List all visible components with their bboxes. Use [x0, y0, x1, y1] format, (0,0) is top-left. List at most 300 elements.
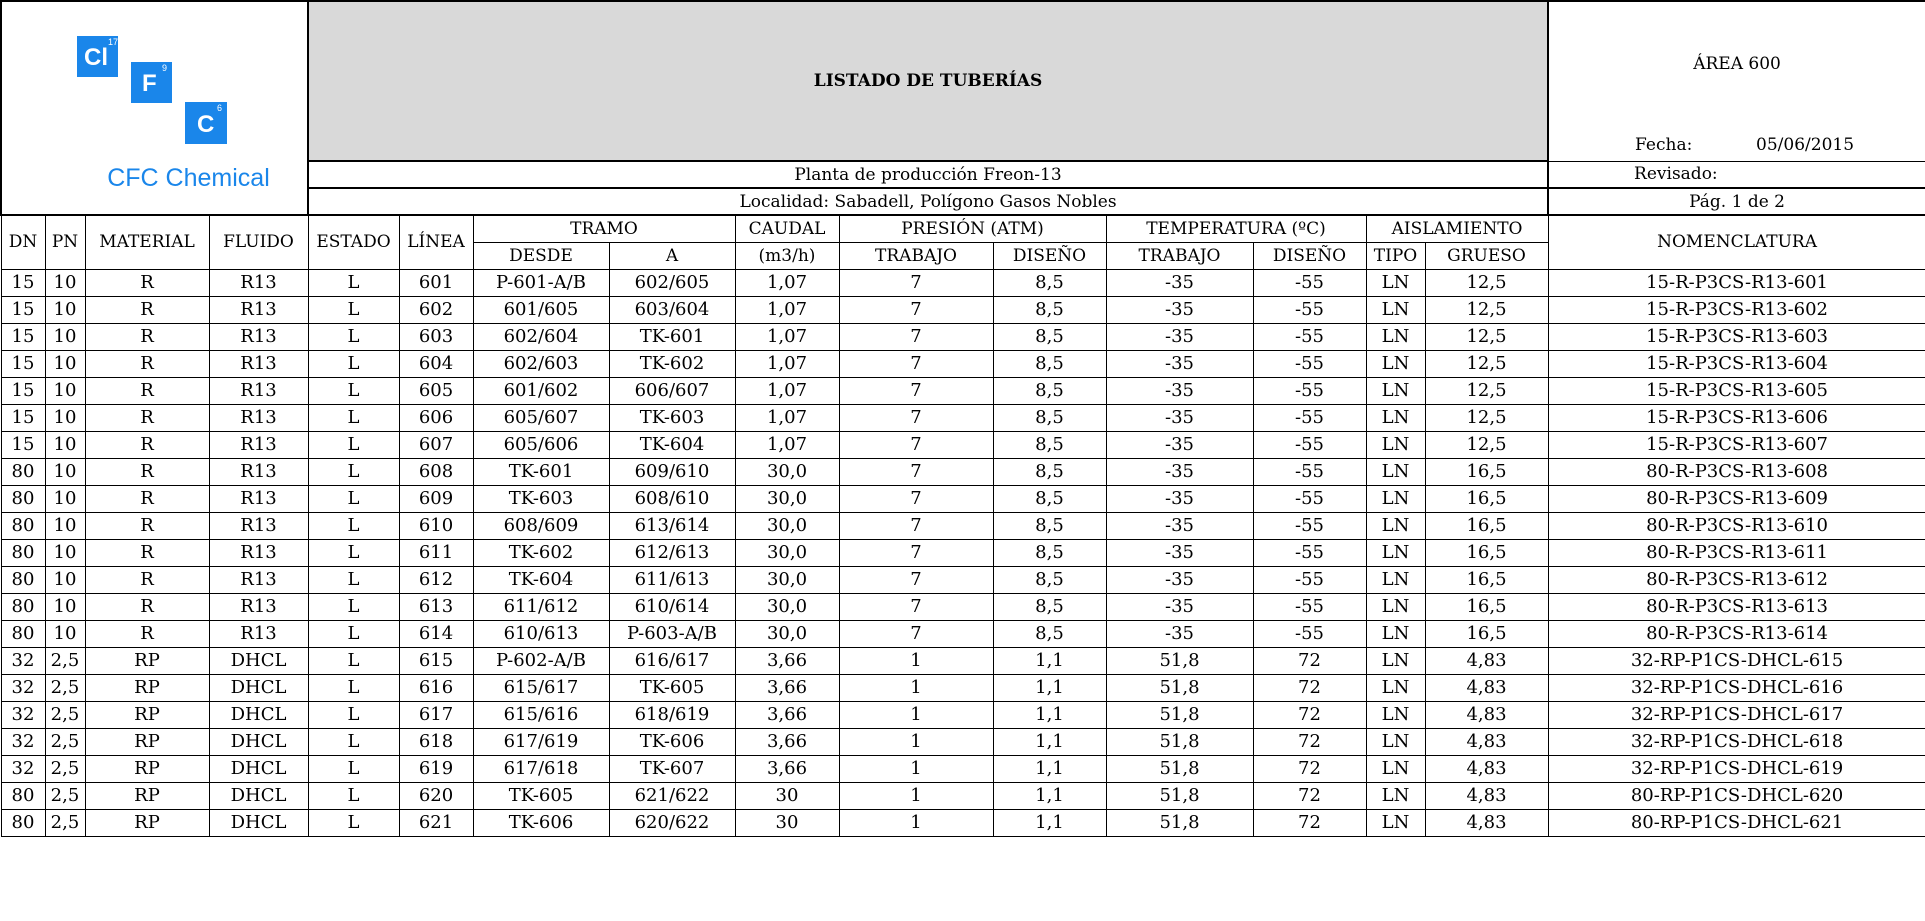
cell-estado: L: [308, 674, 399, 701]
cell-desde: 617/618: [473, 755, 609, 782]
date-value: 05/06/2015: [1756, 135, 1855, 155]
table-row: [1, 350, 1925, 377]
cell-estado: L: [308, 620, 399, 647]
cell-estado: L: [308, 431, 399, 458]
cell-dn: 15: [1, 431, 45, 458]
cell-estado: L: [308, 269, 399, 296]
cell-dn: 32: [1, 728, 45, 755]
cell-a: 620/622: [609, 809, 735, 836]
cell-tipo: LN: [1366, 296, 1425, 323]
cell-material: RP: [85, 674, 209, 701]
cell-material: R: [85, 269, 209, 296]
table-row: [1, 782, 1925, 809]
cell-linea: 610: [399, 512, 473, 539]
cell-nomenclatura: 80-R-P3CS-R13-611: [1548, 539, 1925, 566]
cell-temp-diseno: 72: [1253, 755, 1366, 782]
cell-linea: 618: [399, 728, 473, 755]
cell-temp-diseno: -55: [1253, 458, 1366, 485]
cell-temp-diseno: -55: [1253, 377, 1366, 404]
table-row: [1, 701, 1925, 728]
table-row: [1, 512, 1925, 539]
cell-tipo: LN: [1366, 782, 1425, 809]
cell-pres-trabajo: 7: [839, 458, 993, 485]
cell-linea: 607: [399, 431, 473, 458]
col-grueso: GRUESO: [1425, 242, 1548, 269]
cell-dn: 32: [1, 647, 45, 674]
cell-temp-diseno: -55: [1253, 431, 1366, 458]
cell-pn: 10: [45, 566, 85, 593]
cell-grueso: 4,83: [1425, 647, 1548, 674]
cell-temp-trabajo: -35: [1106, 404, 1253, 431]
cell-pres-diseno: 8,5: [993, 269, 1106, 296]
cell-caudal: 30,0: [735, 485, 839, 512]
cell-pn: 10: [45, 350, 85, 377]
cell-estado: L: [308, 296, 399, 323]
cell-desde: 617/619: [473, 728, 609, 755]
cell-tipo: LN: [1366, 620, 1425, 647]
cell-nomenclatura: 80-R-P3CS-R13-613: [1548, 593, 1925, 620]
cell-pres-trabajo: 7: [839, 377, 993, 404]
cell-dn: 80: [1, 539, 45, 566]
cell-nomenclatura: 80-R-P3CS-R13-614: [1548, 620, 1925, 647]
table-row: [1, 755, 1925, 782]
cell-pn: 10: [45, 296, 85, 323]
cell-desde: TK-603: [473, 485, 609, 512]
cell-material: R: [85, 404, 209, 431]
cell-temp-trabajo: -35: [1106, 485, 1253, 512]
cell-pres-diseno: 1,1: [993, 701, 1106, 728]
cell-caudal: 30,0: [735, 458, 839, 485]
cell-a: 612/613: [609, 539, 735, 566]
cell-fluido: R13: [209, 431, 308, 458]
cell-fluido: R13: [209, 485, 308, 512]
cell-temp-diseno: 72: [1253, 701, 1366, 728]
cell-material: RP: [85, 647, 209, 674]
cell-pres-trabajo: 7: [839, 323, 993, 350]
cell-grueso: 12,5: [1425, 431, 1548, 458]
cell-fluido: DHCL: [209, 755, 308, 782]
cell-caudal: 30,0: [735, 593, 839, 620]
cell-pres-trabajo: 7: [839, 404, 993, 431]
cell-caudal: 1,07: [735, 269, 839, 296]
cell-pres-diseno: 8,5: [993, 296, 1106, 323]
cell-temp-trabajo: 51,8: [1106, 782, 1253, 809]
logo-tile-cl: [77, 36, 118, 77]
cell-temp-trabajo: -35: [1106, 296, 1253, 323]
cell-tipo: LN: [1366, 701, 1425, 728]
cell-pres-trabajo: 7: [839, 431, 993, 458]
cell-nomenclatura: 15-R-P3CS-R13-604: [1548, 350, 1925, 377]
cell-fluido: DHCL: [209, 809, 308, 836]
cell-temp-diseno: -55: [1253, 485, 1366, 512]
cell-pres-diseno: 8,5: [993, 539, 1106, 566]
cell-pn: 10: [45, 512, 85, 539]
cell-tipo: LN: [1366, 674, 1425, 701]
cell-fluido: R13: [209, 512, 308, 539]
cell-pn: 10: [45, 431, 85, 458]
cell-estado: L: [308, 701, 399, 728]
cell-tipo: LN: [1366, 809, 1425, 836]
cell-linea: 620: [399, 782, 473, 809]
col-caudal: CAUDAL: [735, 215, 839, 242]
cell-fluido: DHCL: [209, 647, 308, 674]
cell-nomenclatura: 80-R-P3CS-R13-608: [1548, 458, 1925, 485]
cell-pres-diseno: 1,1: [993, 782, 1106, 809]
col-temp-diseno: DISEÑO: [1253, 242, 1366, 269]
cell-desde: 611/612: [473, 593, 609, 620]
cell-pres-trabajo: 7: [839, 566, 993, 593]
cell-dn: 15: [1, 296, 45, 323]
col-temp-trabajo: TRABAJO: [1106, 242, 1253, 269]
cell-temp-trabajo: -35: [1106, 323, 1253, 350]
cell-grueso: 12,5: [1425, 323, 1548, 350]
cell-grueso: 12,5: [1425, 296, 1548, 323]
cell-pres-diseno: 8,5: [993, 512, 1106, 539]
cell-linea: 605: [399, 377, 473, 404]
cell-fluido: R13: [209, 539, 308, 566]
col-linea: LÍNEA: [399, 215, 473, 269]
cell-pn: 10: [45, 593, 85, 620]
table-row: [1, 809, 1925, 836]
cell-pn: 10: [45, 323, 85, 350]
cell-desde: P-602-A/B: [473, 647, 609, 674]
cell-caudal: 30,0: [735, 512, 839, 539]
col-presion: PRESIÓN (ATM): [839, 215, 1106, 242]
cell-grueso: 16,5: [1425, 566, 1548, 593]
table-row: [1, 620, 1925, 647]
cell-temp-trabajo: -35: [1106, 620, 1253, 647]
cell-pres-trabajo: 7: [839, 593, 993, 620]
cell-temp-trabajo: -35: [1106, 269, 1253, 296]
cell-dn: 80: [1, 512, 45, 539]
cell-pres-trabajo: 1: [839, 728, 993, 755]
col-estado: ESTADO: [308, 215, 399, 269]
cell-pres-trabajo: 7: [839, 485, 993, 512]
cell-pn: 10: [45, 458, 85, 485]
cell-material: RP: [85, 755, 209, 782]
col-dn: DN: [1, 215, 45, 269]
cell-tipo: LN: [1366, 755, 1425, 782]
cell-a: TK-601: [609, 323, 735, 350]
cell-desde: 610/613: [473, 620, 609, 647]
cell-tipo: LN: [1366, 512, 1425, 539]
col-pn: PN: [45, 215, 85, 269]
cell-estado: L: [308, 512, 399, 539]
cell-caudal: 3,66: [735, 728, 839, 755]
cell-desde: TK-601: [473, 458, 609, 485]
cell-linea: 604: [399, 350, 473, 377]
table-row: [1, 485, 1925, 512]
cell-temp-diseno: -55: [1253, 323, 1366, 350]
table-row: [1, 269, 1925, 296]
cell-material: R: [85, 458, 209, 485]
cell-linea: 608: [399, 458, 473, 485]
cell-linea: 602: [399, 296, 473, 323]
cell-temp-trabajo: 51,8: [1106, 647, 1253, 674]
cell-fluido: R13: [209, 323, 308, 350]
cell-linea: 619: [399, 755, 473, 782]
cell-pres-diseno: 8,5: [993, 593, 1106, 620]
cell-grueso: 16,5: [1425, 620, 1548, 647]
cell-tipo: LN: [1366, 728, 1425, 755]
cell-tipo: LN: [1366, 323, 1425, 350]
cell-grueso: 4,83: [1425, 701, 1548, 728]
cell-pres-trabajo: 7: [839, 512, 993, 539]
cell-nomenclatura: 15-R-P3CS-R13-606: [1548, 404, 1925, 431]
cell-pres-diseno: 8,5: [993, 323, 1106, 350]
date-label: Fecha:: [1635, 135, 1693, 155]
cell-nomenclatura: 32-RP-P1CS-DHCL-617: [1548, 701, 1925, 728]
cell-a: 603/604: [609, 296, 735, 323]
location: Localidad: Sabadell, Polígono Gasos Nobles: [308, 188, 1548, 215]
cell-linea: 606: [399, 404, 473, 431]
cell-temp-trabajo: 51,8: [1106, 674, 1253, 701]
cell-nomenclatura: 15-R-P3CS-R13-607: [1548, 431, 1925, 458]
cell-caudal: 1,07: [735, 296, 839, 323]
cell-nomenclatura: 80-R-P3CS-R13-609: [1548, 485, 1925, 512]
cell-nomenclatura: 80-RP-P1CS-DHCL-620: [1548, 782, 1925, 809]
cell-desde: 608/609: [473, 512, 609, 539]
cell-estado: L: [308, 539, 399, 566]
cell-tipo: LN: [1366, 647, 1425, 674]
table-row: [1, 566, 1925, 593]
company-name: CFC Chemical: [107, 164, 270, 192]
cell-dn: 80: [1, 809, 45, 836]
cell-pres-trabajo: 7: [839, 296, 993, 323]
cell-temp-diseno: -55: [1253, 593, 1366, 620]
cell-tipo: LN: [1366, 539, 1425, 566]
cell-pres-diseno: 8,5: [993, 620, 1106, 647]
cell-linea: 616: [399, 674, 473, 701]
cell-fluido: R13: [209, 620, 308, 647]
cell-nomenclatura: 80-RP-P1CS-DHCL-621: [1548, 809, 1925, 836]
cell-linea: 601: [399, 269, 473, 296]
company-logo: [0, 0, 377, 196]
table-row: [1, 404, 1925, 431]
cell-pres-diseno: 8,5: [993, 404, 1106, 431]
cell-dn: 32: [1, 674, 45, 701]
cell-grueso: 4,83: [1425, 755, 1548, 782]
cell-a: TK-604: [609, 431, 735, 458]
cell-pn: 10: [45, 539, 85, 566]
cell-pn: 2,5: [45, 782, 85, 809]
cell-linea: 615: [399, 647, 473, 674]
cell-estado: L: [308, 809, 399, 836]
cell-desde: 601/602: [473, 377, 609, 404]
cell-caudal: 1,07: [735, 377, 839, 404]
cell-pn: 2,5: [45, 674, 85, 701]
cell-a: 621/622: [609, 782, 735, 809]
cell-material: RP: [85, 728, 209, 755]
cell-temp-diseno: -55: [1253, 566, 1366, 593]
cell-fluido: R13: [209, 350, 308, 377]
cell-desde: 605/606: [473, 431, 609, 458]
cell-grueso: 12,5: [1425, 350, 1548, 377]
cell-temp-trabajo: -35: [1106, 431, 1253, 458]
cell-grueso: 12,5: [1425, 404, 1548, 431]
cell-pn: 2,5: [45, 647, 85, 674]
col-aislamiento: AISLAMIENTO: [1366, 215, 1548, 242]
cell-estado: L: [308, 593, 399, 620]
cell-pres-trabajo: 1: [839, 701, 993, 728]
cell-caudal: 3,66: [735, 755, 839, 782]
cell-dn: 32: [1, 755, 45, 782]
cell-temp-diseno: 72: [1253, 674, 1366, 701]
cell-caudal: 30: [735, 782, 839, 809]
cell-temp-trabajo: -35: [1106, 458, 1253, 485]
cell-a: P-603-A/B: [609, 620, 735, 647]
cell-tipo: LN: [1366, 269, 1425, 296]
cell-caudal: 1,07: [735, 431, 839, 458]
cell-tipo: LN: [1366, 566, 1425, 593]
cell-temp-diseno: -55: [1253, 512, 1366, 539]
cell-nomenclatura: 15-R-P3CS-R13-605: [1548, 377, 1925, 404]
cell-dn: 80: [1, 566, 45, 593]
cell-linea: 621: [399, 809, 473, 836]
cell-caudal: 30: [735, 809, 839, 836]
cell-estado: L: [308, 728, 399, 755]
cell-temp-diseno: -55: [1253, 296, 1366, 323]
cell-nomenclatura: 15-R-P3CS-R13-602: [1548, 296, 1925, 323]
cell-material: R: [85, 296, 209, 323]
cell-material: R: [85, 323, 209, 350]
col-pres-diseno: DISEÑO: [993, 242, 1106, 269]
cell-material: R: [85, 377, 209, 404]
cell-caudal: 1,07: [735, 404, 839, 431]
cell-dn: 80: [1, 593, 45, 620]
cell-a: 618/619: [609, 701, 735, 728]
cell-material: R: [85, 431, 209, 458]
cell-temp-diseno: 72: [1253, 809, 1366, 836]
cell-desde: TK-602: [473, 539, 609, 566]
cell-desde: P-601-A/B: [473, 269, 609, 296]
cell-a: 608/610: [609, 485, 735, 512]
cell-pn: 2,5: [45, 755, 85, 782]
cell-temp-trabajo: 51,8: [1106, 755, 1253, 782]
cell-nomenclatura: 32-RP-P1CS-DHCL-618: [1548, 728, 1925, 755]
cell-caudal: 1,07: [735, 323, 839, 350]
cell-material: R: [85, 512, 209, 539]
cell-pres-trabajo: 1: [839, 809, 993, 836]
table-row: [1, 323, 1925, 350]
cell-temp-trabajo: -35: [1106, 593, 1253, 620]
col-tramo: TRAMO: [473, 215, 735, 242]
cell-desde: 602/603: [473, 350, 609, 377]
cell-a: 611/613: [609, 566, 735, 593]
logo-tile-f: [131, 62, 172, 103]
cell-dn: 15: [1, 350, 45, 377]
cell-a: 606/607: [609, 377, 735, 404]
table-row: [1, 674, 1925, 701]
cell-a: TK-602: [609, 350, 735, 377]
table-row: [1, 647, 1925, 674]
cell-linea: 609: [399, 485, 473, 512]
cell-nomenclatura: 32-RP-P1CS-DHCL-616: [1548, 674, 1925, 701]
cell-pn: 2,5: [45, 701, 85, 728]
cell-tipo: LN: [1366, 404, 1425, 431]
cell-a: TK-603: [609, 404, 735, 431]
cell-temp-trabajo: 51,8: [1106, 809, 1253, 836]
cell-tipo: LN: [1366, 485, 1425, 512]
cell-linea: 603: [399, 323, 473, 350]
col-pres-trabajo: TRABAJO: [839, 242, 993, 269]
cell-material: RP: [85, 782, 209, 809]
cell-tipo: LN: [1366, 431, 1425, 458]
cell-material: R: [85, 350, 209, 377]
cell-caudal: 3,66: [735, 701, 839, 728]
cell-temp-diseno: -55: [1253, 269, 1366, 296]
cell-fluido: DHCL: [209, 782, 308, 809]
cell-fluido: R13: [209, 593, 308, 620]
cell-pn: 2,5: [45, 809, 85, 836]
page-title: LISTADO DE TUBERÍAS: [308, 1, 1548, 161]
col-temperatura: TEMPERATURA (ºC): [1106, 215, 1366, 242]
cell-nomenclatura: 15-R-P3CS-R13-601: [1548, 269, 1925, 296]
cell-pres-diseno: 1,1: [993, 809, 1106, 836]
cell-estado: L: [308, 566, 399, 593]
cell-pres-diseno: 1,1: [993, 647, 1106, 674]
cell-desde: 615/617: [473, 674, 609, 701]
col-material: MATERIAL: [85, 215, 209, 269]
cell-temp-trabajo: -35: [1106, 377, 1253, 404]
cell-grueso: 4,83: [1425, 809, 1548, 836]
cell-grueso: 12,5: [1425, 377, 1548, 404]
cell-pres-diseno: 1,1: [993, 755, 1106, 782]
cell-pn: 10: [45, 404, 85, 431]
cell-dn: 80: [1, 620, 45, 647]
reviewed-label: Revisado:: [1548, 161, 1925, 188]
cell-fluido: R13: [209, 404, 308, 431]
cell-material: R: [85, 593, 209, 620]
col-desde: DESDE: [473, 242, 609, 269]
area-label: ÁREA 600: [1548, 1, 1925, 132]
table-row: [1, 539, 1925, 566]
cell-tipo: LN: [1366, 350, 1425, 377]
cell-temp-diseno: -55: [1253, 539, 1366, 566]
table-row: [1, 377, 1925, 404]
cell-tipo: LN: [1366, 458, 1425, 485]
cell-material: R: [85, 620, 209, 647]
cell-temp-diseno: 72: [1253, 782, 1366, 809]
cell-material: RP: [85, 701, 209, 728]
cell-temp-diseno: 72: [1253, 647, 1366, 674]
cell-desde: TK-604: [473, 566, 609, 593]
cell-temp-trabajo: -35: [1106, 350, 1253, 377]
table-row: [1, 458, 1925, 485]
cell-dn: 15: [1, 323, 45, 350]
cell-temp-trabajo: -35: [1106, 539, 1253, 566]
cell-pres-diseno: 8,5: [993, 485, 1106, 512]
cell-pn: 10: [45, 485, 85, 512]
plant-name: Planta de producción Freon-13: [308, 161, 1548, 188]
cell-grueso: 4,83: [1425, 782, 1548, 809]
cell-grueso: 16,5: [1425, 458, 1548, 485]
cell-dn: 15: [1, 377, 45, 404]
cell-nomenclatura: 32-RP-P1CS-DHCL-615: [1548, 647, 1925, 674]
cell-pn: 10: [45, 377, 85, 404]
cell-estado: L: [308, 647, 399, 674]
cell-pres-trabajo: 7: [839, 620, 993, 647]
cell-nomenclatura: 15-R-P3CS-R13-603: [1548, 323, 1925, 350]
logo-tile-symbol: C: [197, 111, 215, 138]
cell-fluido: R13: [209, 566, 308, 593]
cell-pres-diseno: 8,5: [993, 458, 1106, 485]
cell-estado: L: [308, 323, 399, 350]
cell-temp-diseno: -55: [1253, 350, 1366, 377]
cell-temp-diseno: 72: [1253, 728, 1366, 755]
cell-a: 616/617: [609, 647, 735, 674]
cell-pn: 10: [45, 269, 85, 296]
